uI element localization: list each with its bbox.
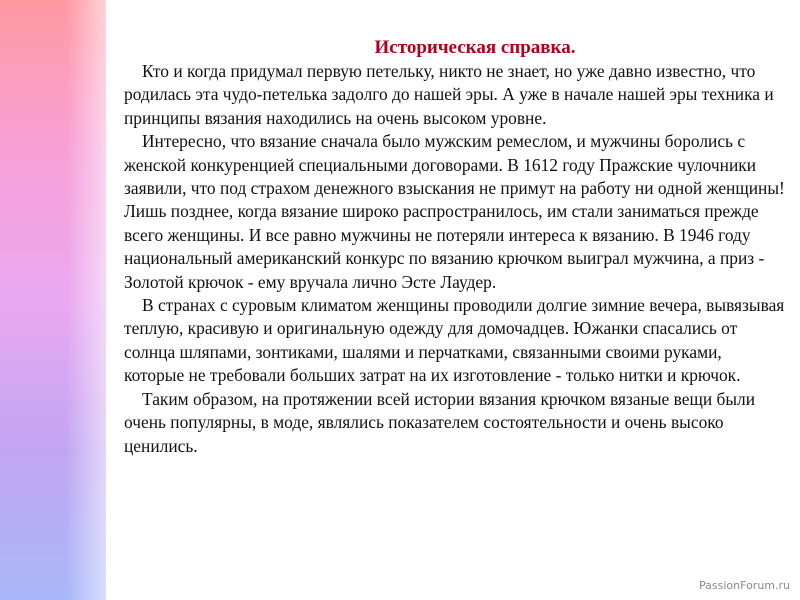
decorative-gradient-bar <box>0 0 106 600</box>
watermark: PassionForum.ru <box>699 579 790 592</box>
paragraph: Кто и когда придумал первую петельку, никто не знает, но уже давно известно, что родилась эта чудо-петелька задолго до нашей эры. А уже в начале нашей эры техника и принципы вязания находились на очень высоком уровне. <box>124 61 774 128</box>
paragraph: Таким образом, на протяжении всей истории вязания крючком вязаные вещи были очень популярны, в моде, являлись показателем состоятельности и очень высоко ценились. <box>124 388 756 456</box>
paragraph: В странах с суровым климатом женщины проводили долгие зимние вечера, вывязывая теплую, красивую и оригинальную одежду для домочадцев. Южанки спасались от солнца шляпами, зонтиками, шалями и перчатками, связанными своими руками, которые не требовали больших затрат на их изготовление - только нитки и крючок. <box>124 295 785 386</box>
page-title: Историческая справка. <box>374 37 576 58</box>
paragraph: Интересно, что вязание сначала было мужским ремеслом, и мужчины боролись с женской конкуренцией специальными договорами. В 1612 году Пражские чулочники заявили, что под страхом денежного взыскания не примут на работу ни одной женщины! Лишь позднее, когда вязание широко распространилось, им стали заниматься прежде всего женщины. И все равно мужчины не потеряли интереса к вязанию. В 1946 году национальный американский конкурс по вязанию крючком выиграл мужчина, а приз - Золотой крючок - ему вручала лично Эсте Лаудер. <box>124 131 785 292</box>
document-body <box>124 36 786 458</box>
